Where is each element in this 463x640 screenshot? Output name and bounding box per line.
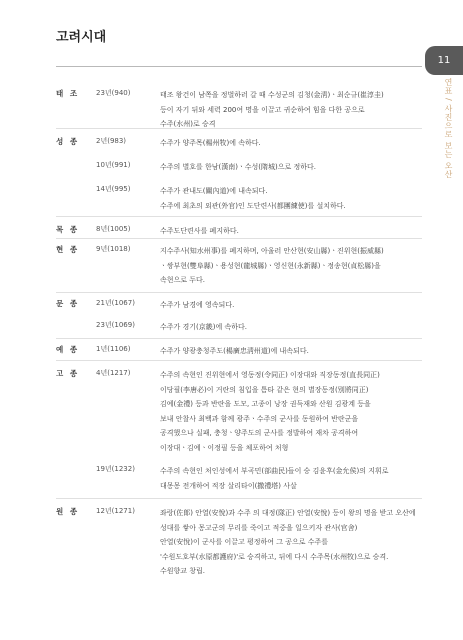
description-line: 수원향교 창립. [160,567,206,575]
year: 14년(995) [96,185,131,193]
description-line: 수주도단련사를 폐지하다. [160,227,239,235]
description-line: 수주가 관내도(關內道)에 내속되다. [160,187,268,195]
description-line: 속현으로 두다. [160,276,206,284]
header-rule [56,66,422,67]
year: 1년(1106) [96,345,131,353]
page-number-tab [425,46,463,75]
row-divider [56,216,422,217]
row-divider [56,238,422,239]
era-name: 문 종 [56,299,80,308]
year: 21년(1067) [96,299,135,307]
year: 2년(983) [96,137,127,145]
year: 4년(1217) [96,369,131,377]
description-line: 이당필(李唐必)이 거란의 침입을 틈타 같은 현의 별장동정(別將同正) [160,385,369,394]
year: 23년(940) [96,89,131,97]
era-name: 고 종 [56,369,80,378]
page-title: 고려시대 [56,30,107,45]
year: 23년(1069) [96,321,135,329]
entry-description [160,244,422,288]
era-name: 태 조 [56,89,80,98]
page-number: 11 [437,55,451,66]
year: 19년(1232) [96,465,135,473]
description-line: 수주가 양주목(楊州牧)에 속하다. [160,139,261,147]
entry-description [160,160,422,175]
description-line: '수원도호부(水原都護府)'로 승격하고, 뒤에 다시 수주목(水州牧)으로 승격. [160,552,389,561]
entry-description [160,464,422,493]
description-line: 대몽몽 전개하여 적장 살리타이(撒禮塔) 사살 [160,481,297,490]
description-line: 수주가 양광충청주도(楊廣忠淸州道)에 내속되다. [160,347,309,355]
description-line: 김예(金禮) 등과 반란을 도모, 고종이 낭장 권득재와 산원 김광계 등을 [160,400,371,408]
era-name: 예 종 [56,345,80,354]
era-name: 목 종 [56,225,80,234]
entry-description [160,184,422,213]
description-line: ㆍ쌍부현(雙阜縣)ㆍ용성현(龍城縣)ㆍ영신현(永新縣)ㆍ정송현(貞松縣)을 [160,261,381,270]
row-divider [56,128,422,129]
entry-description [160,136,422,151]
description-line: 수주의 속현인 처인성에서 부곡민(部曲民)들이 승 김윤후(金允侯)의 지휘로 [160,467,389,475]
entry-description [160,224,422,239]
entry-description [160,320,422,335]
description-line: 수주의 별호를 한남(漢南)ㆍ수성(隋城)으로 정하다. [160,163,317,171]
year: 12년(1271) [96,507,135,515]
year: 9년(1018) [96,245,131,253]
description-line: 안열(安悅)이 군사를 이끌고 평정하여 그 공으로 수주를 [160,538,329,546]
row-divider [56,338,422,339]
description-line: 지수주사(知水州事)를 폐지하며, 아울러 안산현(安山縣)ㆍ진위현(振威縣) [160,247,384,255]
era-name: 현 종 [56,245,80,254]
entry-description [160,344,422,359]
entry-description [160,368,422,455]
description-line: 수주(水州)로 승격 [160,120,216,128]
description-line: 수주의 속현인 진위현에서 영동정(令同正) 이장대와 직장동정(直長同正) [160,371,380,379]
side-caption: 연표 / 사진으로 보는 오산 [444,78,453,179]
era-name: 원 종 [56,507,80,516]
year: 10년(991) [96,161,131,169]
row-divider [56,292,422,293]
description-line: 좌랑(佐郞) 안열(安悅)과 수주 의 대정(隊正) 안열(安悅) 등이 왕의 명을 받고 오산에 [160,509,416,517]
era-name: 성 종 [56,137,80,146]
description-line: 이장대ㆍ김예ㆍ이정필 등을 체포하여 처형 [160,443,289,452]
year: 8년(1005) [96,225,131,233]
description-line: 성대를 쌓아 몽고군의 무리를 죽이고 적중을 일으키자 관사(官舍) [160,523,358,532]
entry-description [160,298,422,313]
description-line: 공격했으나 실패, 충청ㆍ양주도의 군사를 정발하여 재차 공격하여 [160,429,359,437]
row-divider [56,498,422,499]
description-line: 보내 안찰사 최백과 함께 광주ㆍ수주의 군사를 동원하여 반란군을 [160,414,359,423]
description-line: 태조 왕건이 남쪽을 정벌하러 갈 때 수성군의 김청(金淸)ㆍ최순규(崔淳圭) [160,91,384,99]
entry-description [160,88,422,132]
row-divider [56,360,422,361]
description-line: 등이 자기 뒤와 세력 200여 명을 이끌고 귀순하여 힘을 다한 공으로 [160,105,365,114]
description-line: 수주에 최초의 외관(外官)인 도단련사(都團練使)를 설치하다. [160,201,346,210]
description-line: 수주가 경기(京畿)에 속하다. [160,323,247,331]
description-line: 수주가 남경에 영속되다. [160,301,235,309]
entry-description [160,506,422,579]
